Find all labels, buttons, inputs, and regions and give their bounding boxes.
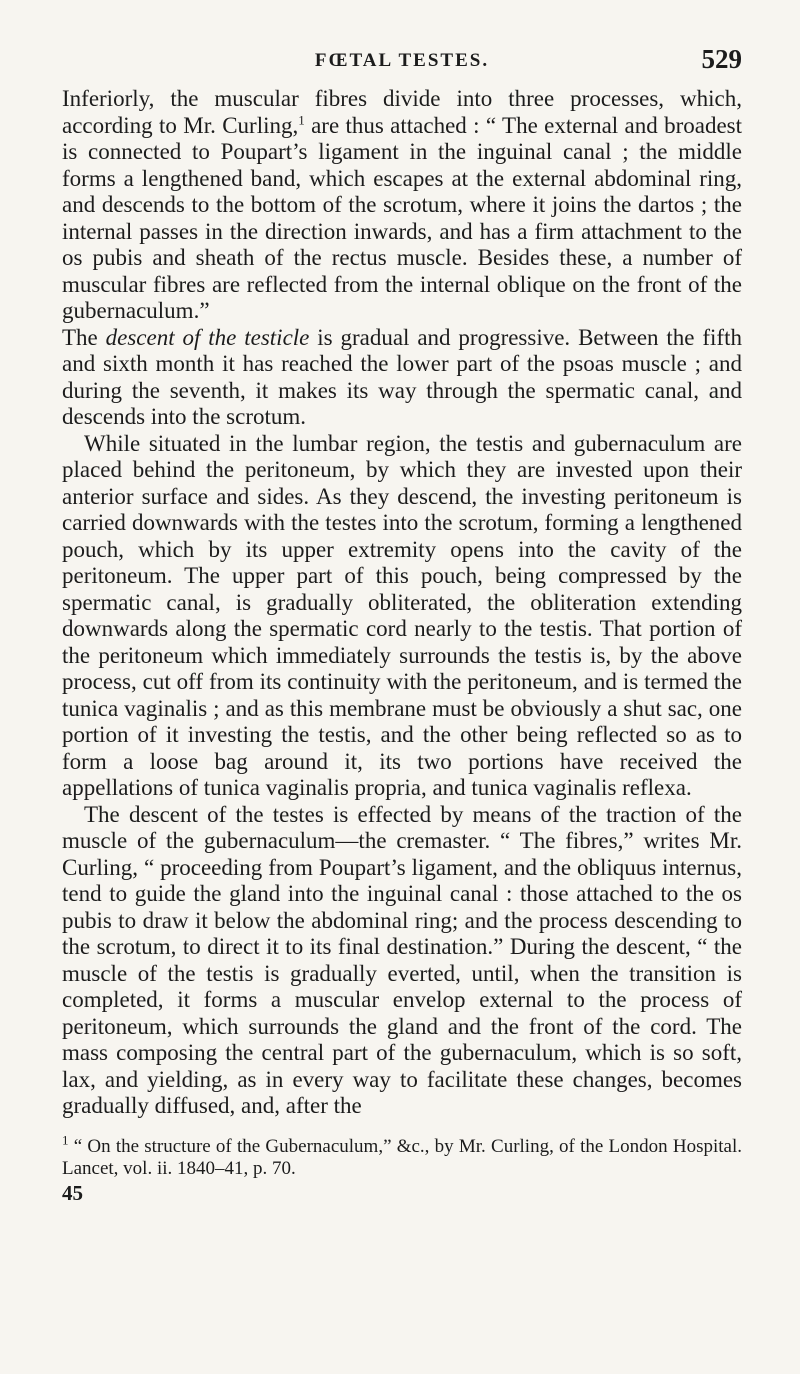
footnote-1 <box>62 1132 742 1180</box>
paragraph-2-italic-term: descent of the testicle <box>105 324 310 350</box>
signature-mark: 45 <box>62 1180 83 1205</box>
paragraph-4: The descent of the testes is effected by means of the traction of the muscle of the gubernaculum—the cremaster. “ The fibres,” writes Mr. Curling, “ proceeding from Poupart’s ligament, and the obliquus internus, tend to guide the gland into the inguinal canal : those attached to the os pubis to draw it below the abdominal ring; and the process descending to the scrotum, to direct it to its final destination.” During the descent, “ the muscle of the testis is gradually everted, until, when the transition is completed, it forms a muscular envelop external to the process of peritoneum, which surrounds the gland and the front of the cord. The mass composing the central part of the gubernaculum, which is so soft, lax, and yielding, as in every way to facilitate these changes, becomes gradually diffused, and, after the <box>62 801 742 1118</box>
running-title: FŒTAL TESTES. <box>314 50 490 71</box>
paragraph-1 <box>62 86 742 325</box>
footnote-text: “ On the structure of the Gubernaculum,” &c., by Mr. Curling, of the London Hospital. Lancet, vol. ii. 1840–41, p. 70. <box>62 1135 742 1179</box>
footnote-reference: 1 <box>298 111 305 127</box>
paragraph-1-text: Inferiorly, the muscular fibres divide into three processes, which, according to Mr. Curling, <box>62 86 742 138</box>
footnotes <box>62 1132 742 1205</box>
footnote-marker: 1 <box>62 1132 69 1148</box>
paragraph-2 <box>62 325 742 431</box>
paragraph-2-text: is gradual and progressive. Between the fifth and sixth month it has reached the lower part of the psoas muscle ; and during the seventh, it makes its way through the spermatic canal, and descends into the scrotum. <box>62 324 742 429</box>
page-header <box>62 44 742 80</box>
page-number: 529 <box>701 44 742 74</box>
body-text <box>62 86 742 1120</box>
paragraph-2-lead: The <box>62 324 106 350</box>
paragraph-1-text-cont: are thus attached : “ The external and broadest is connected to Poupart’s ligament in the inguinal canal ; the middle forms a lengthened band, which escapes at the external abdominal ring, and descends to the bottom of the scrotum, where it joins the dartos ; the internal passes in the direction inwards, and has a firm attachment to the os pubis and sheath of the rectus muscle. Besides these, a number of muscular fibres are reflected from the internal oblique on the front of the gubernaculum.” <box>62 112 743 323</box>
book-page <box>62 44 742 1204</box>
paragraph-3: While situated in the lumbar region, the testis and gubernaculum are placed behind the peritoneum, by which they are invested upon their anterior surface and sides. As they descend, the investing peritoneum is carried downwards with the testes into the scrotum, forming a lengthened pouch, which by its upper extremity opens into the cavity of the peritoneum. The upper part of this pouch, being compressed by the spermatic canal, is gradually obliterated, the obliteration extending downwards along the spermatic cord nearly to the testis. That portion of the peritoneum which immediately surrounds the testis is, by the above process, cut off from its continuity with the peritoneum, and is termed the tunica vaginalis ; and as this membrane must be obviously a shut sac, one portion of it investing the testis, and the other being reflected so as to form a loose bag around it, its two portions have received the appellations of tunica vaginalis propria, and tunica vaginalis reflexa. <box>62 430 742 800</box>
